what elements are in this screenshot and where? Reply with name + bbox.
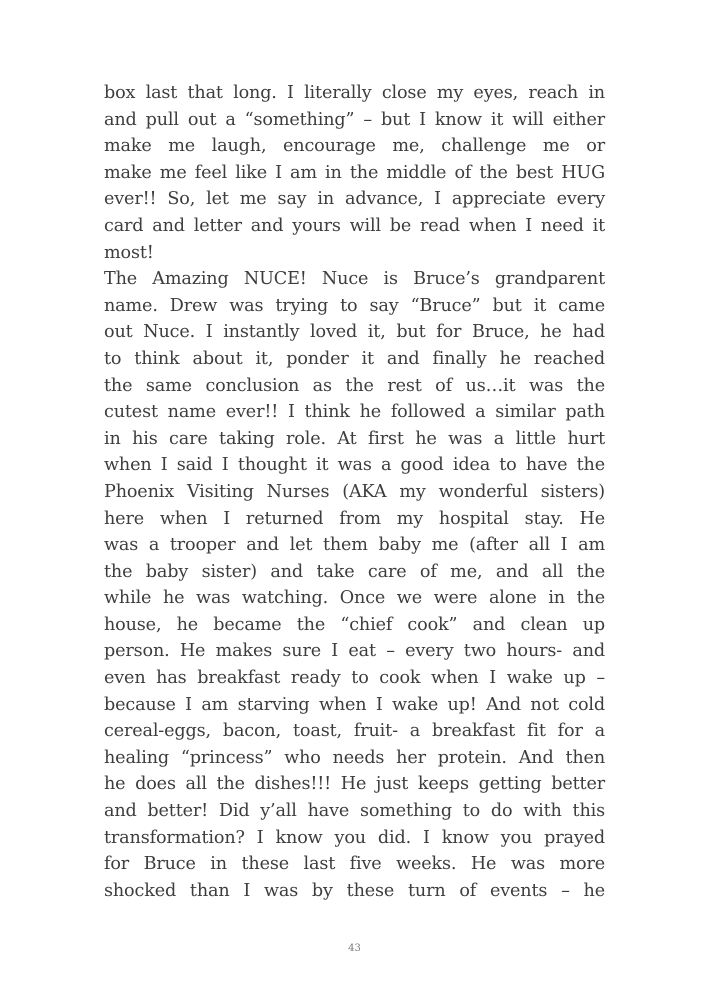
text-line: the baby sister) and take care of me, and all the xyxy=(104,561,605,582)
text-line: shocked than I was by these turn of events – he xyxy=(104,880,605,901)
text-line: for Bruce in these last five weeks. He was more xyxy=(104,854,605,875)
text-line: name. Drew was trying to say “Bruce” but it came xyxy=(104,295,605,316)
page-number: 43 xyxy=(348,943,361,954)
text-line: in his care taking role. At first he was a little hurt xyxy=(104,428,605,449)
text-line: healing “princess” who needs her protein. And then xyxy=(104,747,605,768)
text-line: cutest name ever!! I think he followed a similar path xyxy=(104,402,605,423)
text-line: most! xyxy=(104,242,154,263)
text-line: to think about it, ponder it and finally he reached xyxy=(104,348,605,369)
text-line: cereal-eggs, bacon, toast, fruit- a breakfast fit for a xyxy=(104,721,605,742)
text-line: was a trooper and let them baby me (after all I am xyxy=(104,535,605,556)
text-line: here when I returned from my hospital stay. He xyxy=(104,508,605,529)
text-line: box last that long. I literally close my eyes, reach in xyxy=(104,83,605,103)
paragraph-2 xyxy=(104,266,605,904)
text-line: out Nuce. I instantly loved it, but for Bruce, he had xyxy=(104,322,605,343)
text-line: The Amazing NUCE! Nuce is Bruce’s grandparent xyxy=(104,269,605,290)
body-text xyxy=(104,80,605,904)
text-line: transformation? I know you did. I know you prayed xyxy=(104,827,605,848)
text-line: Phoenix Visiting Nurses (AKA my wonderful sisters) xyxy=(104,481,605,502)
text-line: the same conclusion as the rest of us…it was the xyxy=(104,375,605,396)
text-line: and better! Did y’all have something to do with this xyxy=(104,801,605,822)
text-line: and pull out a “something” – but I know it will either xyxy=(104,109,605,130)
text-line: card and letter and yours will be read when I need it xyxy=(104,215,605,236)
text-line: when I said I thought it was a good idea to have the xyxy=(104,455,605,476)
text-line: he does all the dishes!!! He just keeps getting better xyxy=(104,774,605,795)
text-line: make me laugh, encourage me, challenge me or xyxy=(104,136,605,157)
text-line: while he was watching. Once we were alone in the xyxy=(104,588,605,609)
paragraph-1 xyxy=(104,80,605,266)
text-line: because I am starving when I wake up! And not cold xyxy=(104,694,605,715)
text-line: make me feel like I am in the middle of the best HUG xyxy=(104,162,605,183)
text-line: ever!! So, let me say in advance, I appreciate every xyxy=(104,189,605,210)
text-line: house, he became the “chief cook” and clean up xyxy=(104,614,605,635)
text-line: person. He makes sure I eat – every two hours- and xyxy=(104,641,605,662)
text-line: even has breakfast ready to cook when I wake up – xyxy=(104,668,605,689)
